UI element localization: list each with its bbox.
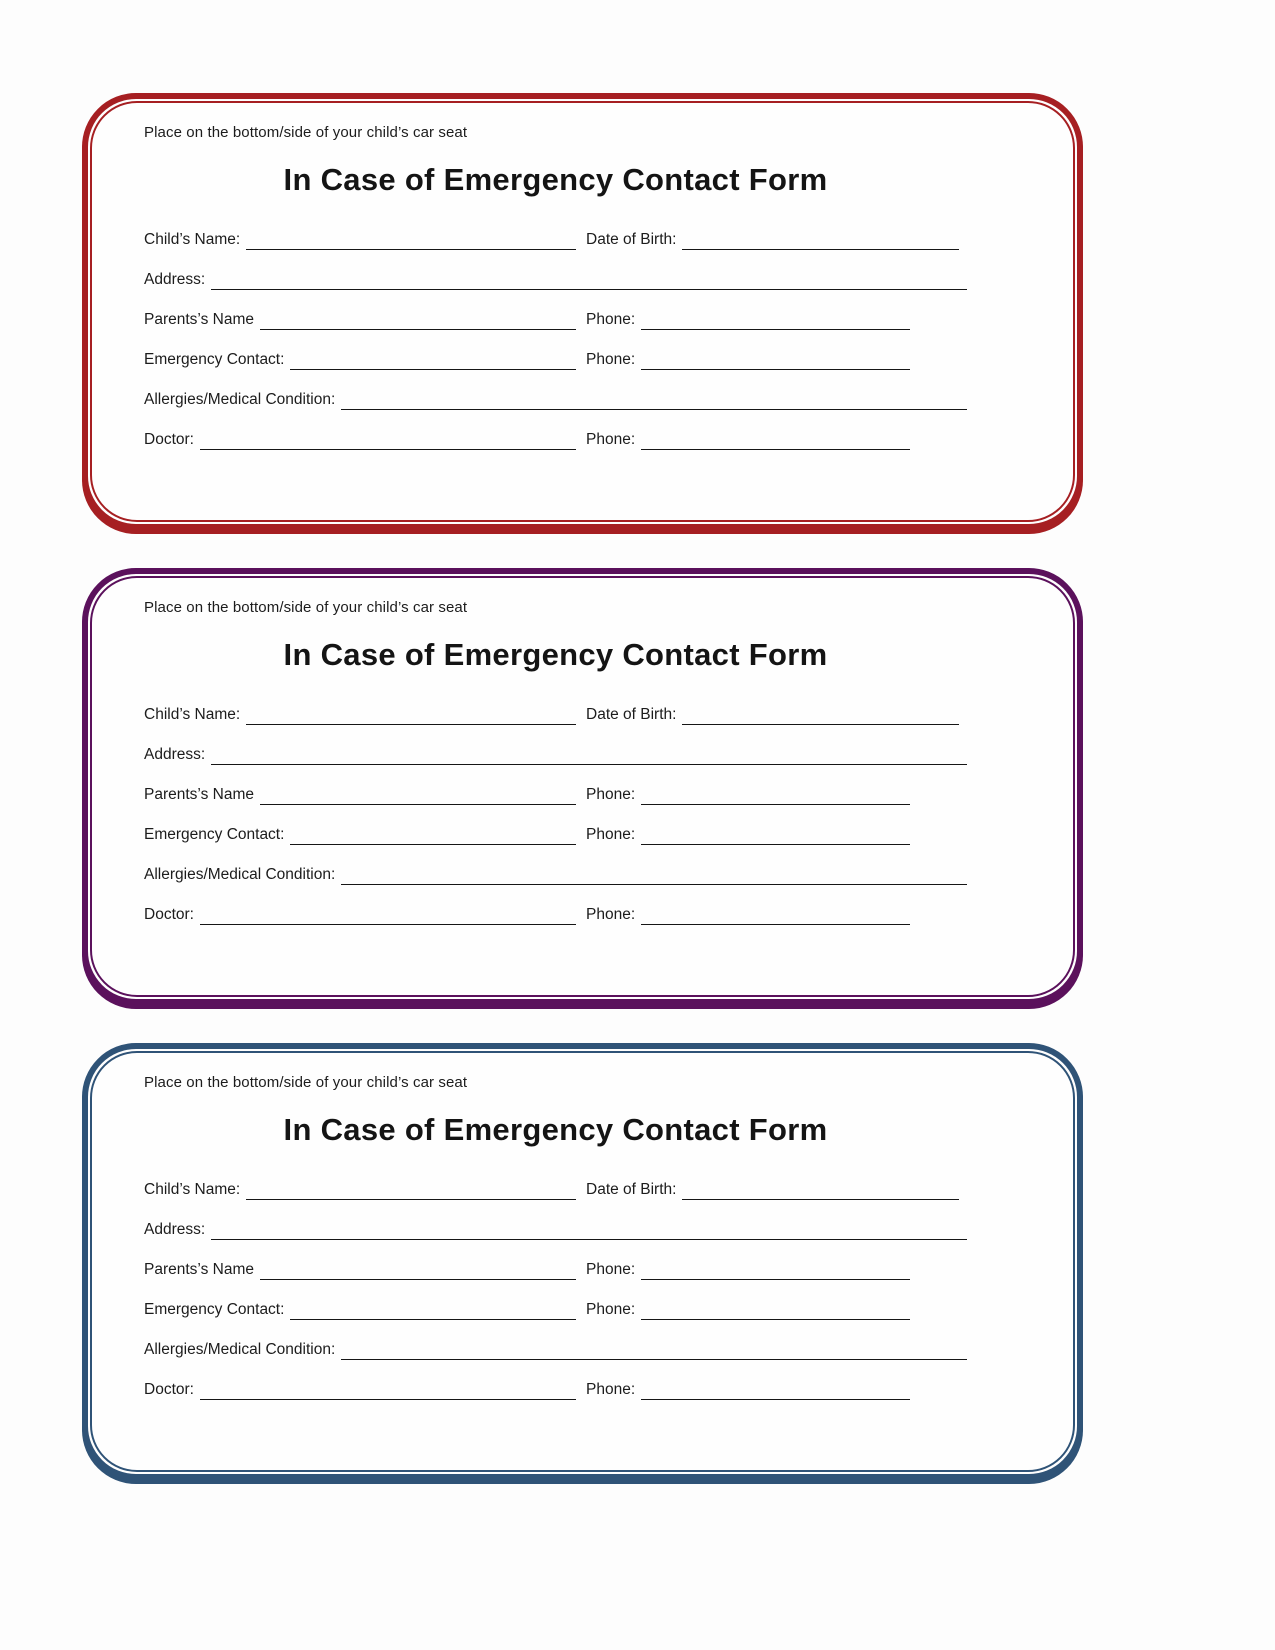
field-parent-phone bbox=[586, 785, 967, 805]
field-doctor-phone bbox=[586, 1380, 967, 1400]
field-parent-phone bbox=[586, 1260, 967, 1280]
parent-phone-blank-line bbox=[641, 1278, 910, 1280]
doctor-phone-blank-line bbox=[641, 448, 910, 450]
row-parents-name-phone bbox=[144, 304, 967, 330]
parent-phone-blank-line bbox=[641, 328, 910, 330]
parent-phone-label: Phone: bbox=[586, 786, 636, 803]
parents-name-blank-line bbox=[260, 803, 576, 805]
row-allergies bbox=[144, 1334, 967, 1360]
row-doctor-phone bbox=[144, 899, 967, 925]
row-allergies bbox=[144, 859, 967, 885]
parents-name-label: Parents’s Name bbox=[144, 311, 254, 328]
emergency-phone-label: Phone: bbox=[586, 351, 636, 368]
card-title: In Case of Emergency Contact Form bbox=[283, 637, 828, 672]
date-of-birth-label: Date of Birth: bbox=[586, 706, 677, 723]
doctor-phone-label: Phone: bbox=[586, 431, 636, 448]
field-parents-name bbox=[144, 785, 586, 805]
row-emergency-contact-phone bbox=[144, 819, 967, 845]
field-emergency-contact bbox=[144, 350, 586, 370]
emergency-phone-label: Phone: bbox=[586, 826, 636, 843]
date-of-birth-blank-line bbox=[682, 248, 959, 250]
row-allergies bbox=[144, 384, 967, 410]
field-emergency-contact bbox=[144, 1300, 586, 1320]
card-title: In Case of Emergency Contact Form bbox=[283, 162, 828, 197]
card-title: In Case of Emergency Contact Form bbox=[283, 1112, 828, 1147]
address-label: Address: bbox=[144, 1221, 206, 1238]
field-doctor bbox=[144, 905, 586, 925]
emergency-contact-blank-line bbox=[290, 843, 576, 845]
card-content bbox=[88, 574, 1077, 999]
doctor-label: Doctor: bbox=[144, 1381, 194, 1398]
emergency-phone-blank-line bbox=[641, 1318, 910, 1320]
form-fields bbox=[144, 224, 967, 450]
doctor-phone-label: Phone: bbox=[586, 906, 636, 923]
field-emergency-phone bbox=[586, 350, 967, 370]
date-of-birth-label: Date of Birth: bbox=[586, 231, 677, 248]
form-fields bbox=[144, 1174, 967, 1400]
card-content bbox=[88, 99, 1077, 524]
field-date-of-birth bbox=[586, 230, 967, 250]
placement-instruction: Place on the bottom/side of your child’s car seat bbox=[144, 599, 468, 616]
placement-instruction: Place on the bottom/side of your child’s car seat bbox=[144, 124, 468, 141]
field-childs-name bbox=[144, 705, 586, 725]
emergency-contact-blank-line bbox=[290, 368, 576, 370]
address-label: Address: bbox=[144, 746, 206, 763]
childs-name-label: Child’s Name: bbox=[144, 231, 241, 248]
card-content bbox=[88, 1049, 1077, 1474]
row-doctor-phone bbox=[144, 1374, 967, 1400]
address-blank-line bbox=[211, 288, 967, 290]
childs-name-label: Child’s Name: bbox=[144, 1181, 241, 1198]
parents-name-blank-line bbox=[260, 328, 576, 330]
doctor-label: Doctor: bbox=[144, 431, 194, 448]
form-fields bbox=[144, 699, 967, 925]
emergency-contact-blank-line bbox=[290, 1318, 576, 1320]
childs-name-blank-line bbox=[246, 723, 576, 725]
row-childs-name-dob bbox=[144, 699, 967, 725]
field-emergency-phone bbox=[586, 825, 967, 845]
emergency-card-purple bbox=[82, 568, 1083, 1005]
address-blank-line bbox=[211, 763, 967, 765]
emergency-phone-label: Phone: bbox=[586, 1301, 636, 1318]
row-address bbox=[144, 739, 967, 765]
date-of-birth-blank-line bbox=[682, 723, 959, 725]
field-doctor-phone bbox=[586, 430, 967, 450]
field-childs-name bbox=[144, 1180, 586, 1200]
row-childs-name-dob bbox=[144, 1174, 967, 1200]
row-address bbox=[144, 264, 967, 290]
allergies-label: Allergies/Medical Condition: bbox=[144, 1341, 336, 1358]
field-doctor-phone bbox=[586, 905, 967, 925]
row-childs-name-dob bbox=[144, 224, 967, 250]
childs-name-label: Child’s Name: bbox=[144, 706, 241, 723]
field-parents-name bbox=[144, 310, 586, 330]
emergency-contact-label: Emergency Contact: bbox=[144, 1301, 285, 1318]
emergency-contact-label: Emergency Contact: bbox=[144, 826, 285, 843]
row-emergency-contact-phone bbox=[144, 1294, 967, 1320]
doctor-phone-blank-line bbox=[641, 1398, 910, 1400]
field-doctor bbox=[144, 430, 586, 450]
address-label: Address: bbox=[144, 271, 206, 288]
allergies-label: Allergies/Medical Condition: bbox=[144, 391, 336, 408]
doctor-blank-line bbox=[200, 923, 576, 925]
emergency-phone-blank-line bbox=[641, 368, 910, 370]
row-doctor-phone bbox=[144, 424, 967, 450]
doctor-phone-blank-line bbox=[641, 923, 910, 925]
allergies-blank-line bbox=[341, 1358, 967, 1360]
field-emergency-contact bbox=[144, 825, 586, 845]
doctor-blank-line bbox=[200, 448, 576, 450]
field-date-of-birth bbox=[586, 1180, 967, 1200]
date-of-birth-blank-line bbox=[682, 1198, 959, 1200]
field-parents-name bbox=[144, 1260, 586, 1280]
row-address bbox=[144, 1214, 967, 1240]
allergies-blank-line bbox=[341, 883, 967, 885]
emergency-phone-blank-line bbox=[641, 843, 910, 845]
row-parents-name-phone bbox=[144, 779, 967, 805]
allergies-blank-line bbox=[341, 408, 967, 410]
placement-instruction: Place on the bottom/side of your child’s car seat bbox=[144, 1074, 468, 1091]
row-emergency-contact-phone bbox=[144, 344, 967, 370]
emergency-card-blue bbox=[82, 1043, 1083, 1480]
emergency-card-red bbox=[82, 93, 1083, 530]
date-of-birth-label: Date of Birth: bbox=[586, 1181, 677, 1198]
field-emergency-phone bbox=[586, 1300, 967, 1320]
emergency-contact-label: Emergency Contact: bbox=[144, 351, 285, 368]
doctor-label: Doctor: bbox=[144, 906, 194, 923]
parents-name-label: Parents’s Name bbox=[144, 786, 254, 803]
parent-phone-label: Phone: bbox=[586, 1261, 636, 1278]
allergies-label: Allergies/Medical Condition: bbox=[144, 866, 336, 883]
field-doctor bbox=[144, 1380, 586, 1400]
parents-name-blank-line bbox=[260, 1278, 576, 1280]
field-parent-phone bbox=[586, 310, 967, 330]
doctor-blank-line bbox=[200, 1398, 576, 1400]
parent-phone-label: Phone: bbox=[586, 311, 636, 328]
address-blank-line bbox=[211, 1238, 967, 1240]
parents-name-label: Parents’s Name bbox=[144, 1261, 254, 1278]
parent-phone-blank-line bbox=[641, 803, 910, 805]
row-parents-name-phone bbox=[144, 1254, 967, 1280]
childs-name-blank-line bbox=[246, 1198, 576, 1200]
doctor-phone-label: Phone: bbox=[586, 1381, 636, 1398]
field-date-of-birth bbox=[586, 705, 967, 725]
childs-name-blank-line bbox=[246, 248, 576, 250]
field-childs-name bbox=[144, 230, 586, 250]
